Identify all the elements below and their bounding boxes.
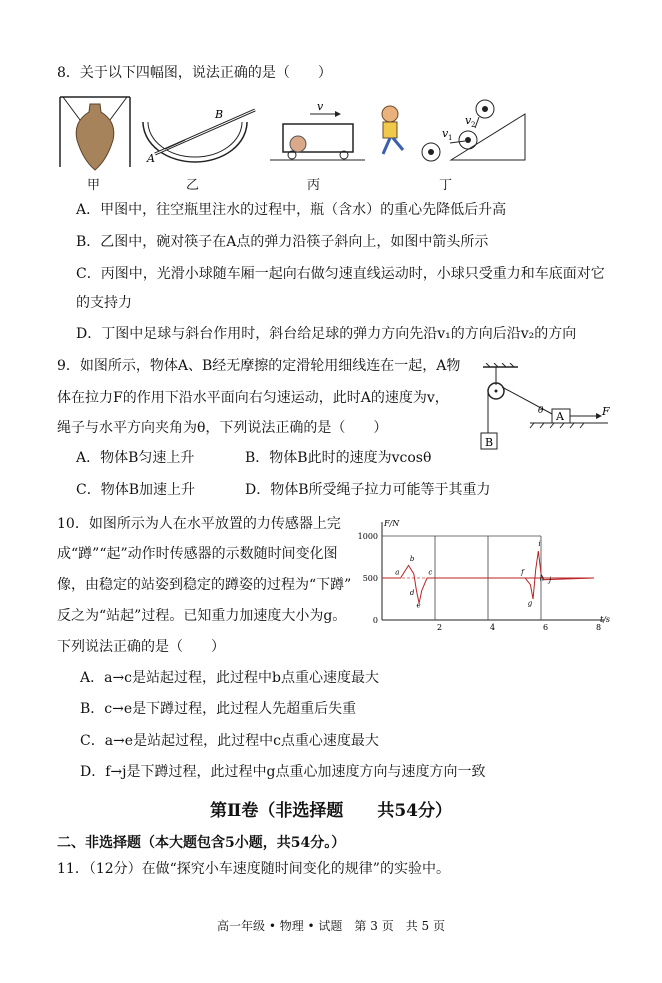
page-footer: 高一年级 • 物理 • 试题 第 3 页 共 5 页 bbox=[217, 919, 445, 933]
point-label: g bbox=[527, 599, 533, 608]
q10-stem-line3: 像，由稳定的站姿到稳定的蹲姿的过程为“下蹲” bbox=[57, 577, 352, 593]
q9-stem-line2: 体在拉力F的作用下沿水平面向右匀速运动，此时A的速度为v， bbox=[57, 390, 449, 406]
part2-title: 第Ⅱ卷（非选择题 共54分） bbox=[210, 801, 452, 821]
q8-option-c: C．丙图中，光滑小球随车厢一起向右做匀速直线运动时，小球只受重力和车底面对它 bbox=[76, 266, 605, 282]
fig-label-yi: 乙 bbox=[186, 178, 200, 193]
q11-stem: 11．（12分）在做“探究小车速度随时间变化的规律”的实验中。 bbox=[57, 861, 450, 877]
x-tick-label: 4 bbox=[490, 623, 496, 632]
x-tick-label: 8 bbox=[596, 623, 602, 632]
y-tick-label: 0 bbox=[372, 616, 378, 625]
fig-yi-bowl bbox=[143, 108, 255, 165]
q10-stem-line1: 10．如图所示为人在水平放置的力传感器上完 bbox=[57, 516, 341, 532]
q9-pulley-figure bbox=[478, 363, 618, 453]
fig-ding-v2: v bbox=[465, 114, 472, 127]
q8-option-c-cont: 的支持力 bbox=[76, 295, 132, 311]
q9-label-theta: θ bbox=[538, 406, 544, 416]
point-label: a bbox=[395, 568, 400, 577]
point-label: f bbox=[521, 568, 524, 577]
fig-ding-v2-sub: 2 bbox=[471, 121, 476, 129]
q9-option-a: A．物体B匀速上升 bbox=[76, 450, 195, 466]
x-tick-label: 6 bbox=[543, 623, 549, 632]
q8-figures bbox=[55, 92, 615, 172]
q8-option-b: B．乙图中，碗对筷子在A点的弹力沿筷子斜向上，如图中箭头所示 bbox=[76, 234, 489, 250]
q10-option-d: D．f→j是下蹲过程，此过程中g点重心加速度方向与速度方向一致 bbox=[80, 764, 486, 780]
fig-yi-label-b: B bbox=[215, 108, 224, 121]
x-axis-label: t/s bbox=[600, 615, 611, 624]
q8-option-a: A．甲图中，往空瓶里注水的过程中，瓶（含水）的重心先降低后升高 bbox=[76, 202, 507, 218]
q9-stem-line1: 9．如图所示，物体A、B经无摩擦的定滑轮用细线连在一起，A物 bbox=[57, 358, 461, 374]
point-label: e bbox=[416, 601, 421, 610]
fig-ding-ramp bbox=[382, 100, 525, 161]
y-tick-label: 1000 bbox=[357, 532, 378, 541]
q9-stem-line3: 绳子与水平方向夹角为θ，下列说法正确的是（ ） bbox=[57, 420, 388, 436]
fig-ding-v1-sub: 1 bbox=[448, 134, 453, 142]
point-label: c bbox=[428, 568, 433, 577]
fig-bing-label-v: v bbox=[317, 100, 324, 113]
fig-ding-v1: v bbox=[442, 127, 449, 140]
q9-label-a: A bbox=[556, 410, 564, 423]
q10-stem-line4: 反之为“站起”过程。已知重力加速度大小为g。 bbox=[57, 608, 347, 624]
q9-option-b: B．物体B此时的速度为vcosθ bbox=[245, 450, 432, 466]
point-label: j bbox=[548, 576, 552, 585]
q8-stem: 8．关于以下四幅图，说法正确的是（ ） bbox=[57, 65, 332, 81]
force-series-line bbox=[512, 551, 594, 599]
part2-heading: 二、非选择题（本大题包含5小题，共54分。） bbox=[57, 835, 346, 851]
point-label: i bbox=[538, 540, 541, 549]
point-label: d bbox=[409, 588, 415, 597]
fig-jia-amphora bbox=[60, 97, 130, 170]
q10-option-b: B．c→e是下蹲过程，此过程人先超重后失重 bbox=[80, 701, 357, 717]
q9-label-b: B bbox=[485, 436, 494, 449]
y-tick-label: 500 bbox=[362, 574, 378, 583]
fig-label-bing: 丙 bbox=[307, 178, 321, 193]
fig-label-jia: 甲 bbox=[87, 178, 101, 193]
q10-stem-line2: 成“蹲”“起”动作时传感器的示数随时间变化图 bbox=[57, 546, 338, 562]
q8-option-d: D．丁图中足球与斜台作用时，斜台给足球的弹力方向先沿v₁的方向后沿v₂的方向 bbox=[76, 326, 577, 342]
q9-label-f: F bbox=[602, 405, 610, 418]
q10-force-time-chart bbox=[352, 514, 614, 634]
fig-yi-label-a: A bbox=[147, 152, 155, 165]
fig-label-ding: 丁 bbox=[439, 178, 453, 193]
q10-stem-line5: 下列说法正确的是（ ） bbox=[57, 639, 225, 655]
x-tick-label: 2 bbox=[437, 623, 443, 632]
q10-option-c: C．a→e是站起过程，此过程中c点重心速度最大 bbox=[80, 733, 379, 749]
q9-option-c: C．物体B加速上升 bbox=[76, 482, 195, 498]
y-axis-label: F/N bbox=[384, 519, 400, 528]
point-label: h bbox=[539, 574, 545, 583]
q10-option-a: A．a→c是站起过程，此过程中b点重心速度最大 bbox=[80, 670, 379, 686]
fig-bing-cart bbox=[270, 100, 365, 160]
point-label: b bbox=[409, 555, 415, 564]
q9-option-d: D．物体B所受绳子拉力可能等于其重力 bbox=[245, 482, 491, 498]
